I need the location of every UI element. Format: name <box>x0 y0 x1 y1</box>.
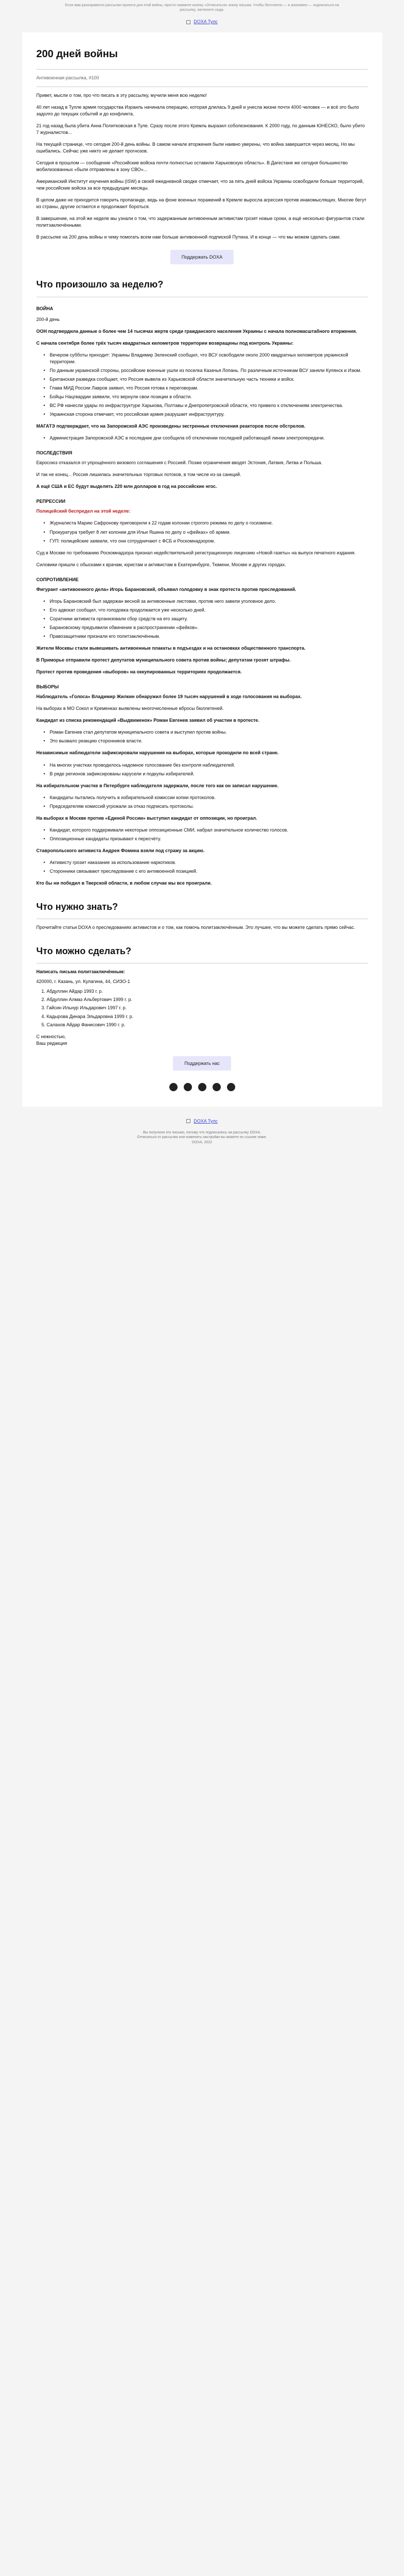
list-item: • Глава МИД России Лавров заявил, что Россия готова к переговорам. <box>46 385 368 392</box>
twitter-icon[interactable] <box>198 1083 206 1091</box>
list-item: • Бойцы Нацгвардии заявили, что вернули свои позиции в области. <box>46 394 368 400</box>
list-item: • Активисту грозит наказание за использование наркотиков. <box>46 859 368 866</box>
war-date: 200-й день <box>36 316 60 322</box>
subtitle: Антивоенная рассылка, #100 <box>36 75 99 80</box>
list-item: • Оппозиционные кандидаты призывают к пересчёту. <box>46 836 368 842</box>
magate-paragraph: МАГАТЭ подтверждает, что на Запорожской АЭС произведены экстренные отключения реакторов после обстрелов. <box>36 423 306 429</box>
list-item: • Журналиста Марию Сафронову приговорили к 22 годам колонии строгого режима по делу о госизмене. <box>46 520 368 527</box>
intro-paragraph: На текущей странице, что сегодня 200-й день войны. В самом начале вторжения были наивно уверены, что война завершится через месяц. Но мы ошибались. Сейчас уже никто не делает прогнозов. <box>36 141 355 154</box>
list-item: • Кандидат, которого поддерживали некоторые оппозиционные СМИ, набрал значительное количество голосов. <box>46 827 368 834</box>
elections-paragraph: На избирательном участке в Петербурге наблюдателя задержали, после того как он записал нарушение. <box>36 783 279 788</box>
section-what-to-do: Что можно сделать? <box>36 946 131 957</box>
list-item: • Роман Евгенев стал депутатом муниципального совета и выступил против войны. <box>46 729 368 736</box>
list-item: • Правозащитники признали его политзаключённым. <box>46 633 368 640</box>
repressions-paragraph: Суд в Москве по требованию Роскомнадзора признал недействительной регистрационную лицензию «Новой газеты» на выпуск печатного издания. <box>36 550 356 555</box>
consequences-paragraph: Евросоюз отказался от упрощённого визового соглашения с Россией. Позже ограничения вводят Эстония, Латвия, Литва и Польша. <box>36 460 323 466</box>
list-item: • Вечером субботы приходит: Украины Владимир Зеленский сообщил, что ВСУ освободили около 2000 квадратных километров украинской территории. <box>46 352 368 365</box>
vk-icon[interactable] <box>169 1083 178 1091</box>
list-item: • Кандидаты пытались получить в избирательной комиссии копии протоколов. <box>46 794 368 801</box>
repressions-heading: РЕПРЕССИИ <box>36 499 65 504</box>
list-item: • ВС РФ нанесли удары по инфраструктуре Харькова, Полтавы и Днепропетровской области, что привело к отключениям электричества. <box>46 402 368 409</box>
top-logo-link[interactable] <box>186 19 218 25</box>
list-item: • Сторонники связывают преследование с его антивоенной позицией. <box>46 868 368 875</box>
repressions-paragraph: Силовики пришли с обысками к врачам, юристам и активистам в Екатеринбурге, Тюмени, Москве и других городах. <box>36 562 286 567</box>
footer-note: Вы получили это письмо, потому что подписались на рассылку DOXA. <box>143 1130 261 1134</box>
youtube-icon[interactable] <box>213 1083 221 1091</box>
intro-paragraph: Привет, мысли о том, про что писать в эту рассылку, мучили меня всю неделю! <box>36 92 207 98</box>
footer-note: Отписаться от рассылки или изменить настройки вы можете по ссылке ниже. <box>137 1136 267 1140</box>
what-to-know-paragraph: Прочитайте статьи DOXA о преследованиях активистов и о том, как помочь политзаключённым. Это лучшее, что вы можете сделать прямо сейчас. <box>36 925 356 930</box>
page-title: 200 дней войны <box>36 48 118 60</box>
resistance-heading: СОПРОТИВЛЕНИЕ <box>36 577 79 582</box>
top-logo-text: DOXA Тулс <box>194 19 218 25</box>
intro-paragraph: Американский Институт изучения войны (ISW) в своей ежедневной сводке отмечает, что за пять дней войска Украины освободили больше территорий, чем российские войска за все предыдущие месяцы. <box>36 179 364 191</box>
intro-paragraph: Сегодня в прошлом — сообщение «Российские войска почти полностью оставили Харьковскую область». В Дагестане же сегодня большинство мобилизованных «были отправлены в зону СВО»... <box>36 160 348 173</box>
list-item: • На многих участках проводилось надомное голосование без контроля наблюдателей. <box>46 762 368 769</box>
social-links <box>37 1083 368 1091</box>
elections-paragraph: На выборах в Москве против «Единой России» выступил кандидат от оппозиции, но проиграл. <box>36 815 257 821</box>
consequences-paragraph: И так не конец... Россия лишилась значительных торговых потоков, в том числе из-за санкций. <box>36 472 241 478</box>
sign-off: С нежностью, Ваш редакция <box>36 1033 67 1046</box>
list-item: 2. Абдуллин Алмаз Альбертович 1999 г. р. <box>47 996 368 1003</box>
list-item: • Администрация Запорожской АЭС в последние дни сообщила об отключении последней работающей линии электропередачи. <box>46 435 368 442</box>
resistance-paragraph: Протест против проведения «выборов» на оккупированных территориях продолжается. <box>36 669 242 675</box>
footer-note: DOXA, 2022 <box>191 1140 213 1144</box>
intro-paragraph: 21 год назад была убита Анна Политковская в Туле. Сразу после этого Кремль выразил соболезнования. К 2000 году, по данным ЮНЕСКО, было убито 7 журналистов... <box>36 123 365 135</box>
elections-heading: ВЫБОРЫ <box>36 684 59 690</box>
repressions-sub: Полицейский беспредел на этой неделе: <box>36 509 131 514</box>
support-doxa-button[interactable]: Поддержать DOXA <box>170 250 234 264</box>
list-item: • Прокуратура требует 8 лет колонии для Ильи Яшина по делу о «фейках» об армии. <box>46 529 368 536</box>
list-item: • По данным украинской стороны, российские военные ушли из поселка Казачья Лопань. По различным источникам ВСУ заняли Купянск и Изюм. <box>46 367 368 374</box>
intro-paragraph: В завершение, на этой же неделе мы узнали о том, что задержанным антивоенным активистам грозят новые сроки, а ещё несколько фигурантов стали политзаключёнными. <box>36 216 365 228</box>
resistance-paragraph: В Приморье отправили протест депутатов муниципального совета против войны; депутатам грозят штрафы. <box>36 657 291 663</box>
section-what-to-know: Что нужно знать? <box>36 902 118 912</box>
section-what-happened: Что произошло за неделю? <box>36 279 164 290</box>
list-item: • Украинская сторона отмечает, что российская армия разрушает инфраструктуру. <box>46 411 368 418</box>
footer-logo-link[interactable] <box>186 1118 218 1125</box>
list-item: • Соратники активиста организовали сбор средств на его защиту. <box>46 616 368 622</box>
resistance-paragraph: Жители Москвы стали вывешивать антивоенные плакаты в подъездах и на остановках общественного транспорта. <box>36 646 306 651</box>
list-item: • Председателям комиссий угрожали за отказ подписать протоколы. <box>46 803 368 810</box>
consequences-paragraph: А ещё США и ЕС будут выделять 220 млн долларов в год на российские нгос. <box>36 484 217 489</box>
elections-paragraph: Ставропольского активиста Андрея Фомина взяли под стражу за акцию. <box>36 848 205 853</box>
intro-paragraph: 40 лет назад в Тулле армия государства Израиль начинала операцию, которая длилась 9 дней и унесла жизни почти 4000 человек — и всё это было задолго до текущих событий и до конфликта. <box>36 104 359 116</box>
telegram-icon[interactable] <box>184 1083 192 1091</box>
footer-logo-text: DOXA Тулс <box>194 1118 218 1124</box>
consequences-heading: ПОСЛЕДСТВИЯ <box>36 450 73 456</box>
list-item: 3. Гайсин Ильнур Ильдарович 1997 г. р. <box>47 1005 368 1011</box>
list-item: • В ряде регионов зафиксированы карусели и подкупы избирателей. <box>46 771 368 777</box>
newsletter-card <box>22 32 382 1107</box>
war-lead: ООН подтвердила данные о более чем 14 тысячах жертв среди гражданского населения Украины с начала полномасштабного вторжения. <box>36 328 357 334</box>
instagram-icon[interactable] <box>227 1083 235 1091</box>
war-heading: ВОЙНА <box>36 306 54 311</box>
list-item: • Барановскому предъявили обвинение в распространении «фейков». <box>46 624 368 631</box>
elections-paragraph: Кто бы ни победил в Тверской области, в любом случае мы все проиграли. <box>36 880 212 886</box>
address: 420000, г. Казань, ул. Кулагина, 44, СИЗО-1 <box>36 979 130 985</box>
list-item: • Его адвокат сообщил, что голодовка продолжается уже несколько дней. <box>46 607 368 614</box>
war-para: С начала сентября более трёх тысяч квадратных километров территории возвращены под контроль Украины: <box>36 340 294 346</box>
logo-icon <box>186 20 190 24</box>
intro-paragraph: В целом даже не приходится говорить пропаганде, ведь на фоне военных поражений в Кремле выросла агрессия против инакомыслящих. Многие бегут из страны, другие остаются и продолжают бороться. <box>36 197 366 210</box>
footer <box>22 1107 382 1154</box>
logo-icon <box>186 1119 190 1123</box>
prisoners-list <box>47 988 368 1028</box>
list-item: 4. Кадырова Динара Эльдаровна 1999 г. р. <box>47 1013 368 1020</box>
divider <box>37 69 368 70</box>
what-to-do-paragraph: Написать письма политзаключённым: <box>36 969 125 975</box>
list-item: • ГУП: полицейские заявили, что они сотрудничают с ФСБ и Роскомнадзором. <box>46 538 368 545</box>
intro-paragraph: В рассылке на 200 день войны и чему помогать всем нам больше антивоенной подпиской Путина. И в конце — что мы можем сделать сами. <box>36 234 341 240</box>
support-us-button[interactable]: Поддержать нас <box>173 1056 231 1071</box>
elections-paragraph: Наблюдатель «Голоса» Владимир Жилкин обнаружил более 19 тысяч нарушений в ходе голосования на выборах. <box>36 694 302 700</box>
list-item: • Британская разведка сообщает, что Россия вывела из Харьковской области значительную часть техники и войск. <box>46 376 368 383</box>
war-list <box>46 352 368 418</box>
list-item: 1. Абдуллин Айдар 1993 г. р. <box>47 988 368 995</box>
list-item: • Это вызвало реакцию сторонников власти. <box>46 738 368 744</box>
list-item: 5. Салахов Айдар Фанисович 1990 г. р. <box>47 1022 368 1028</box>
elections-paragraph: Кандидат из списка рекомендаций «Выдвиженок» Роман Евгенев заявил об участии в протесте. <box>36 718 259 723</box>
list-item: • Игорь Барановский был задержан весной за антивоенные листовки, против него завели уголовное дело. <box>46 598 368 605</box>
elections-paragraph: Независимые наблюдатели зафиксировали нарушения на выборах, которые проходили по всей стране. <box>36 750 279 756</box>
resistance-paragraph: Фигурант «антивоенного дела» Игорь Барановский, объявил голодовку в знак протеста против преследований. <box>36 586 296 592</box>
top-note: Если вам разонравятся рассылки проекта для этой войны, просто нажмите кнопку «Отписаться» внизу письма. Чтобы бесплатно — и анонимно — подписаться на рассылку, загляните сюда. <box>65 4 339 12</box>
elections-paragraph: На выборах в МО Сокол и Кременках выявлены многочисленные вбросы бюллетеней. <box>36 706 224 711</box>
